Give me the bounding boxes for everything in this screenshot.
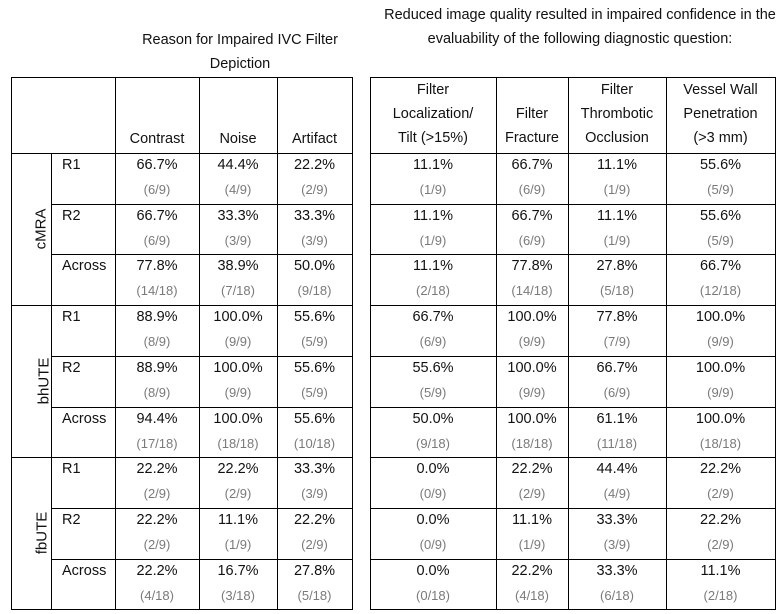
- cell-percentage: 61.1%: [596, 410, 638, 427]
- row-label: R2: [62, 207, 81, 224]
- table-cell: [277, 407, 352, 458]
- cell-fraction: (2/9): [143, 486, 171, 502]
- cell-fraction: (8/9): [143, 334, 171, 350]
- table-cell: [370, 204, 496, 255]
- cell-fraction: (9/9): [518, 384, 546, 400]
- cell-fraction: (3/9): [603, 536, 631, 552]
- table-cell: [199, 407, 277, 458]
- cell-fraction: (3/18): [221, 587, 255, 603]
- cell-fraction: (10/18): [293, 435, 336, 451]
- cell-fraction: (3/9): [301, 486, 328, 502]
- cell-fraction: (1/9): [419, 232, 447, 248]
- cell-fraction: (2/9): [707, 486, 734, 502]
- table-cell: [666, 356, 775, 407]
- cell-fraction: (9/9): [224, 334, 252, 350]
- cell-percentage: 100.0%: [695, 309, 746, 326]
- column-header: Filter Thrombotic Occlusion: [580, 82, 654, 146]
- cell-percentage: 44.4%: [217, 157, 259, 173]
- table-cell: [277, 254, 352, 305]
- cell-percentage: 66.7%: [511, 157, 553, 173]
- cell-fraction: (6/9): [143, 232, 171, 248]
- table-cell: [496, 254, 568, 305]
- table-cell: [568, 407, 666, 458]
- cell-fraction: (12/18): [699, 283, 742, 299]
- cell-fraction: (3/9): [301, 232, 328, 248]
- cell-percentage: 55.6%: [293, 359, 336, 376]
- table-cell: [115, 559, 199, 610]
- cell-fraction: (2/18): [703, 587, 738, 603]
- cell-percentage: 100.0%: [507, 309, 557, 326]
- row-label: R1: [62, 309, 81, 326]
- table-cell: [199, 254, 277, 305]
- row-label: R1: [62, 461, 81, 478]
- cell-fraction: (2/9): [301, 536, 328, 552]
- cell-fraction: (1/9): [603, 182, 631, 197]
- table-cell: [370, 407, 496, 458]
- cell-percentage: 100.0%: [213, 410, 263, 427]
- cell-percentage: 11.1%: [412, 258, 454, 275]
- table-cell: [277, 457, 352, 508]
- cell-percentage: 66.7%: [136, 157, 178, 173]
- row-label: Across: [62, 258, 107, 275]
- cell-percentage: 50.0%: [293, 258, 336, 275]
- cell-fraction: (2/18): [416, 283, 450, 299]
- cell-fraction: (6/9): [518, 182, 546, 197]
- cell-percentage: 22.2%: [699, 461, 742, 478]
- grid-line-v: [11, 77, 12, 610]
- column-header: Vessel Wall Penetration (>3 mm): [683, 82, 758, 146]
- cell-percentage: 27.8%: [596, 258, 638, 275]
- cell-fraction: (6/9): [419, 334, 447, 350]
- cell-percentage: 100.0%: [695, 410, 746, 427]
- table-cell: [666, 407, 775, 458]
- table-cell: [496, 153, 568, 204]
- cell-percentage: 44.4%: [596, 461, 638, 478]
- cell-fraction: (6/9): [518, 232, 546, 248]
- table-cell: [370, 559, 496, 610]
- group-label-text: bhUTE: [35, 357, 53, 405]
- cell-percentage: 55.6%: [293, 309, 336, 326]
- table-cell: [568, 305, 666, 356]
- cell-fraction: (17/18): [136, 435, 178, 451]
- column-header: Filter Fracture: [505, 106, 559, 146]
- grid-line-v: [352, 77, 353, 610]
- table-cell: [666, 508, 775, 559]
- cell-percentage: 11.1%: [217, 511, 259, 528]
- cell-percentage: 55.6%: [412, 359, 454, 376]
- group-label-fbute: [21, 511, 51, 555]
- cell-percentage: 50.0%: [412, 410, 454, 427]
- cell-percentage: 0.0%: [416, 461, 450, 478]
- cell-percentage: 100.0%: [213, 359, 263, 376]
- table-cell: [496, 559, 568, 610]
- cell-percentage: 33.3%: [596, 562, 638, 579]
- cell-fraction: (4/18): [140, 587, 174, 603]
- column-header: Noise: [219, 131, 257, 147]
- table-cell: [666, 457, 775, 508]
- table-cell: [496, 508, 568, 559]
- cell-percentage: 55.6%: [699, 157, 742, 173]
- table-cell: [115, 305, 199, 356]
- table-cell: [115, 508, 199, 559]
- cell-fraction: (7/18): [221, 283, 255, 299]
- cell-percentage: 27.8%: [293, 562, 336, 579]
- table-cell: [199, 457, 277, 508]
- cell-fraction: (2/9): [143, 536, 171, 552]
- cell-percentage: 33.3%: [293, 207, 336, 224]
- row-label: R2: [62, 359, 81, 376]
- cell-percentage: 55.6%: [699, 207, 742, 224]
- cell-fraction: (1/9): [224, 536, 252, 552]
- cell-fraction: (4/9): [224, 182, 252, 197]
- cell-fraction: (4/18): [515, 587, 549, 603]
- cell-fraction: (5/18): [600, 283, 634, 299]
- column-header: Contrast: [129, 131, 185, 147]
- cell-fraction: (1/9): [603, 232, 631, 248]
- cell-fraction: (14/18): [511, 283, 553, 299]
- cell-fraction: (18/18): [217, 435, 259, 451]
- table-cell: [370, 356, 496, 407]
- cell-fraction: (2/9): [301, 182, 328, 197]
- cell-fraction: (4/9): [603, 486, 631, 502]
- cell-fraction: (8/9): [143, 384, 171, 400]
- cell-fraction: (2/9): [224, 486, 252, 502]
- cell-fraction: (5/9): [419, 384, 447, 400]
- cell-percentage: 33.3%: [293, 461, 336, 478]
- group-label-cmra: [21, 208, 50, 250]
- cell-fraction: (5/18): [297, 587, 332, 603]
- table-cell: [199, 356, 277, 407]
- cell-percentage: 11.1%: [700, 562, 741, 579]
- left-table-title: Reason for Impaired IVC Filter Depiction: [142, 32, 338, 72]
- cell-fraction: (0/18): [416, 587, 450, 603]
- cell-fraction: (9/18): [297, 283, 332, 299]
- column-header: Filter Localization/ Tilt (>15%): [392, 82, 474, 146]
- cell-fraction: (5/9): [707, 182, 734, 197]
- cell-fraction: (9/9): [707, 334, 734, 350]
- cell-percentage: 66.7%: [412, 309, 454, 326]
- cell-percentage: 88.9%: [136, 359, 178, 376]
- cell-percentage: 66.7%: [596, 359, 638, 376]
- cell-fraction: (2/9): [707, 536, 734, 552]
- cell-fraction: (3/9): [224, 232, 252, 248]
- cell-fraction: (9/9): [518, 334, 546, 350]
- table-cell: [496, 305, 568, 356]
- cell-percentage: 38.9%: [217, 258, 259, 275]
- cell-percentage: 55.6%: [293, 410, 336, 427]
- cell-percentage: 11.1%: [412, 207, 454, 224]
- cell-fraction: (18/18): [699, 435, 742, 451]
- table-cell: [277, 559, 352, 610]
- cell-fraction: (5/9): [301, 384, 328, 400]
- table-cell: [115, 254, 199, 305]
- table-cell: [370, 457, 496, 508]
- table-cell: [666, 254, 775, 305]
- cell-percentage: 16.7%: [217, 562, 259, 579]
- table-cell: [199, 508, 277, 559]
- cell-fraction: (5/9): [301, 334, 328, 350]
- row-label: R1: [62, 157, 81, 173]
- cell-percentage: 33.3%: [217, 207, 259, 224]
- table-cell: [277, 508, 352, 559]
- table-cell: [115, 457, 199, 508]
- table-cell: [370, 305, 496, 356]
- cell-percentage: 66.7%: [699, 258, 742, 275]
- cell-percentage: 22.2%: [136, 511, 178, 528]
- cell-fraction: (6/9): [143, 182, 171, 197]
- cell-percentage: 88.9%: [136, 309, 178, 326]
- table-cell: [277, 305, 352, 356]
- row-label: R2: [62, 511, 81, 528]
- cell-percentage: 22.2%: [293, 157, 336, 173]
- table-cell: [568, 356, 666, 407]
- table-cell: [370, 508, 496, 559]
- table-cell: [199, 305, 277, 356]
- table-cell: [568, 559, 666, 610]
- cell-fraction: (9/9): [224, 384, 252, 400]
- table-cell: [199, 153, 277, 204]
- cell-percentage: 77.8%: [136, 258, 178, 275]
- table-cell: [568, 153, 666, 204]
- table-cell: [496, 356, 568, 407]
- table-cell: [370, 153, 496, 204]
- cell-percentage: 11.1%: [596, 207, 638, 224]
- table-cell: [277, 204, 352, 255]
- table-cell: [568, 254, 666, 305]
- group-label-text: fbUTE: [33, 511, 51, 555]
- cell-fraction: (18/18): [511, 435, 553, 451]
- table-cell: [277, 153, 352, 204]
- table-cell: [370, 254, 496, 305]
- cell-percentage: 0.0%: [416, 511, 450, 528]
- table-cell: [568, 204, 666, 255]
- cell-percentage: 100.0%: [507, 410, 557, 427]
- cell-percentage: 22.2%: [511, 461, 553, 478]
- cell-percentage: 77.8%: [511, 258, 553, 275]
- table-cell: [666, 305, 775, 356]
- table-cell: [666, 204, 775, 255]
- table-cell: [115, 356, 199, 407]
- table-cell: [568, 508, 666, 559]
- cell-percentage: 66.7%: [136, 207, 178, 224]
- grid-line-h: [11, 77, 353, 78]
- cell-fraction: (11/18): [596, 435, 638, 451]
- table-cell: [568, 457, 666, 508]
- cell-percentage: 0.0%: [416, 562, 450, 579]
- cell-fraction: (1/9): [518, 536, 546, 552]
- cell-fraction: (1/9): [419, 182, 447, 197]
- cell-percentage: 100.0%: [507, 359, 557, 376]
- table-cell: [666, 559, 775, 610]
- column-header: Artifact: [291, 131, 338, 147]
- table-cell: [199, 204, 277, 255]
- cell-fraction: (0/9): [419, 536, 447, 552]
- table-cell: [496, 204, 568, 255]
- cell-fraction: (6/18): [600, 587, 634, 603]
- table-cell: [496, 457, 568, 508]
- cell-fraction: (0/9): [419, 486, 447, 502]
- cell-percentage: 22.2%: [293, 511, 336, 528]
- cell-percentage: 94.4%: [136, 410, 178, 427]
- cell-percentage: 77.8%: [596, 309, 638, 326]
- cell-percentage: 11.1%: [596, 157, 638, 173]
- grid-line-v: [775, 77, 776, 610]
- table-cell: [277, 356, 352, 407]
- row-label: Across: [62, 410, 107, 427]
- cell-percentage: 11.1%: [412, 157, 454, 173]
- table-cell: [666, 153, 775, 204]
- table-cell: [115, 153, 199, 204]
- cell-fraction: (6/9): [603, 384, 631, 400]
- cell-fraction: (9/18): [416, 435, 450, 451]
- cell-percentage: 33.3%: [596, 511, 638, 528]
- cell-percentage: 100.0%: [695, 359, 746, 376]
- cell-percentage: 22.2%: [136, 562, 178, 579]
- cell-fraction: (5/9): [707, 232, 734, 248]
- group-label-text: cMRA: [32, 208, 50, 250]
- table-cell: [199, 559, 277, 610]
- cell-percentage: 22.2%: [136, 461, 178, 478]
- table-cell: [496, 407, 568, 458]
- row-label: Across: [62, 562, 107, 579]
- right-table-title: Reduced image quality resulted in impaired confidence in the evaluability of the following diagnostic question:: [384, 7, 776, 47]
- cell-fraction: (2/9): [518, 486, 546, 502]
- cell-percentage: 11.1%: [511, 511, 553, 528]
- table-cell: [115, 204, 199, 255]
- table-cell: [115, 407, 199, 458]
- cell-percentage: 66.7%: [511, 207, 553, 224]
- cell-fraction: (9/9): [707, 384, 734, 400]
- cell-percentage: 100.0%: [213, 309, 263, 326]
- cell-percentage: 22.2%: [699, 511, 742, 528]
- cell-percentage: 22.2%: [511, 562, 553, 579]
- cell-percentage: 22.2%: [217, 461, 259, 478]
- group-label-bhute: [21, 357, 53, 405]
- cell-fraction: (7/9): [603, 334, 631, 350]
- cell-fraction: (14/18): [136, 283, 178, 299]
